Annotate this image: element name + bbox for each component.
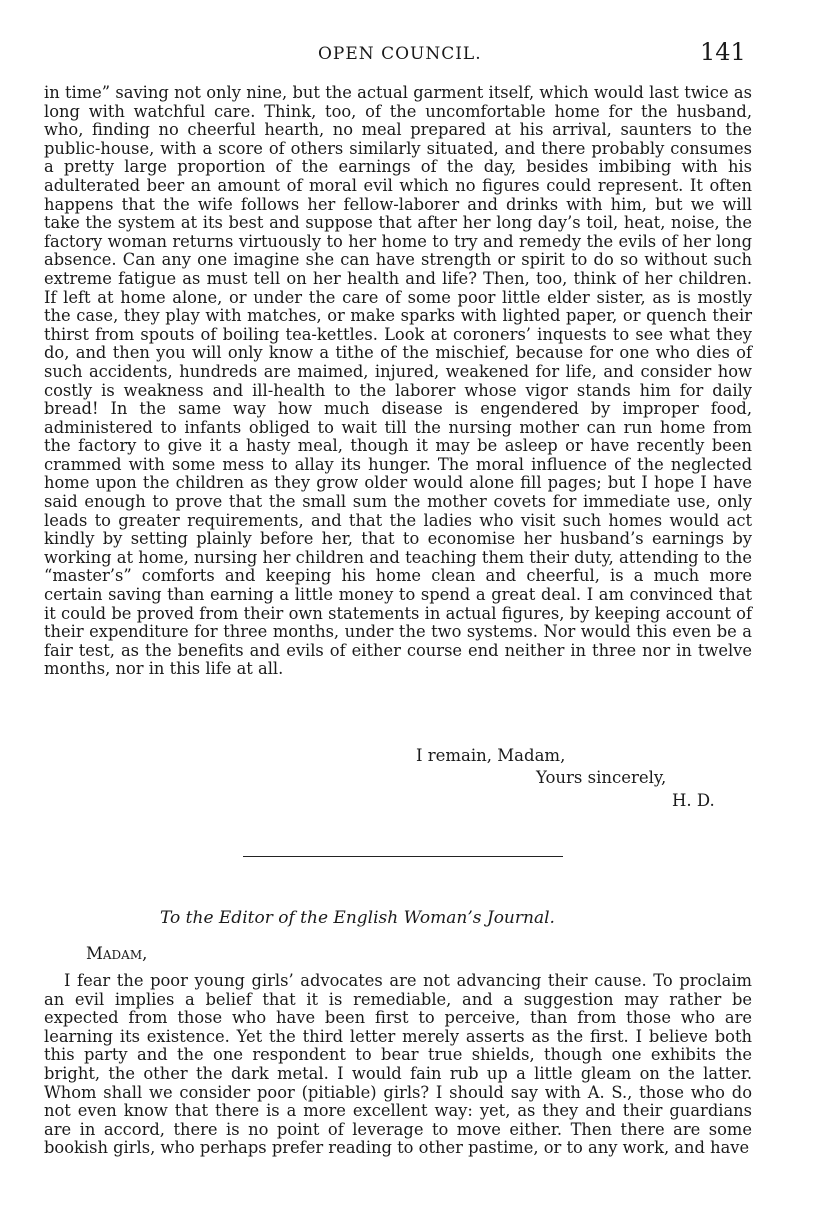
- letter-two-body: I fear the poor young girls’ advocates are not advancing their cause. To proclaim an evil implies a belief that it is remediable, and a suggestion may rather be expected from those who have been first to perceive, than from those who are learning its existence. Yet the third letter merely asserts as the first. I believe both this party and the one respondent to bear true shields, though one exhibits the bright, the other the dark metal. I would fain rub up a little gleam on the latter. Whom shall we consider poor (pitiable) girls? I should say with A. S., those who do not even know that there is a more excellent way: yet, as they and their guardians are in accord, there is no point of leverage to move either. Then there are some bookish girls, who perhaps prefer reading to other pastime, or to any work, and have: [44, 971, 752, 1158]
- page-number: 141: [700, 38, 746, 66]
- letter-two: [44, 972, 752, 1158]
- letter-one-body: in time” saving not only nine, but the actual garment itself, which would last twice as long with watchful care. Think, too, of the uncomfortable home for the husband, who, finding no cheerful hearth, no meal prepared at his arrival, saunters to the public-house, with a score of others similarly situated, and there probably consumes a pretty large proportion of the earnings of the day, besides imbibing with his adulterated beer an amount of moral evil which no figures could represent. It often happens that the wife follows her fellow-laborer and drinks with him, but we will take the system at its best and suppose that after her long day’s toil, heat, noise, the factory woman returns virtuously to her home to try and remedy the evils of her long absence. Can any one imagine she can have strength or spirit to do so without such extreme fatigue as must tell on her health and life? Then, too, think of her children. If left at home alone, or under the care of some poor little elder sister, as is mostly the case, they play with matches, or make sparks with lighted paper, or quench their thirst from spouts of boiling tea-kettles. Look at coroners’ inquests to see what they do, and then you will only know a tithe of the mischief, because for one who dies of such accidents, hundreds are maimed, injured, weakened for life, and consider how costly is weakness and ill-health to the laborer whose vigor stands him for daily bread! In the same way how much disease is engendered by improper food, administered to infants obliged to wait till the nursing mother can run home from the factory to give it a hasty meal, though it may be asleep or have recently been crammed with some mess to allay its hunger. The moral influence of the neglected home upon the children as they grow older would alone fill pages; but I hope I have said enough to prove that the small sum the mother covets for immediate use, only leads to greater requirements, and that the ladies who visit such homes would act kindly by setting plainly before her, that to economise her husband’s earnings by working at home, nursing her children and teaching them their duty, attending to the “master’s” comforts and keeping his home clean and cheerful, is a much more certain saving than earning a little money to spend a great deal. I am convinced that it could be proved from their own statements in actual figures, by keeping account of their expenditure for three months, under the two systems. Nor would this even be a fair test, as the benefits and evils of either course end neither in three nor in twelve months, nor in this life at all.: [44, 83, 752, 679]
- letter-two-heading: To the Editor of the English Woman’s Journal.: [160, 908, 555, 928]
- letter-one: [44, 84, 752, 679]
- running-header: [0, 38, 828, 68]
- letter-two-salutation: Madam,: [86, 944, 148, 963]
- running-title: OPEN COUNCIL.: [318, 44, 482, 64]
- closing-remain: I remain, Madam,: [416, 746, 566, 765]
- closing-yours: Yours sincerely,: [536, 768, 667, 787]
- signature: H. D.: [672, 791, 715, 810]
- section-divider: [243, 856, 563, 857]
